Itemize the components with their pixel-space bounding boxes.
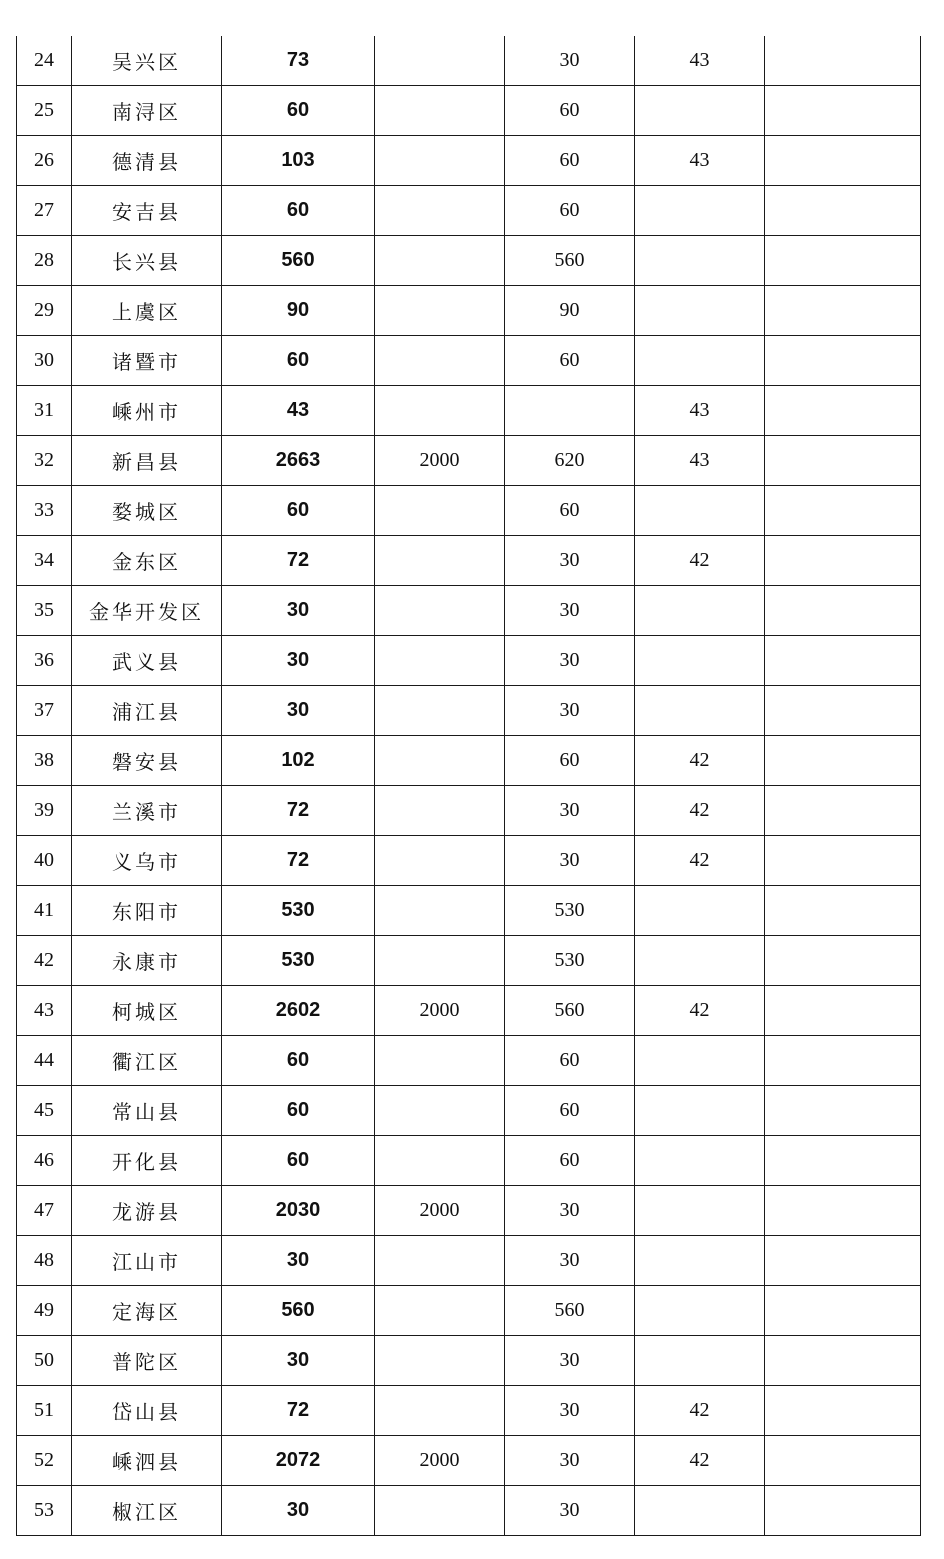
- cell-column-d: [765, 136, 921, 186]
- cell-column-a: [375, 886, 505, 936]
- table-row: [17, 1036, 921, 1086]
- cell-district-name: 诸暨市: [72, 336, 222, 386]
- cell-column-a: [375, 736, 505, 786]
- cell-serial-number: 29: [17, 286, 72, 336]
- cell-total: 90: [222, 286, 375, 336]
- cell-total: 60: [222, 1136, 375, 1186]
- cell-column-a: [375, 586, 505, 636]
- cell-district-name: 德清县: [72, 136, 222, 186]
- cell-serial-number: 30: [17, 336, 72, 386]
- cell-serial-number: 48: [17, 1236, 72, 1286]
- cell-column-b: 620: [505, 436, 635, 486]
- cell-column-c: 42: [635, 1436, 765, 1486]
- cell-district-name: 岱山县: [72, 1386, 222, 1436]
- cell-column-c: 42: [635, 836, 765, 886]
- cell-column-d: [765, 236, 921, 286]
- cell-total: 30: [222, 586, 375, 636]
- cell-column-c: 43: [635, 136, 765, 186]
- cell-district-name: 义乌市: [72, 836, 222, 886]
- cell-total: 2663: [222, 436, 375, 486]
- cell-column-b: [505, 386, 635, 436]
- cell-district-name: 磐安县: [72, 736, 222, 786]
- table-row: [17, 1186, 921, 1236]
- cell-column-d: [765, 36, 921, 86]
- table-row: [17, 286, 921, 336]
- cell-column-a: [375, 836, 505, 886]
- cell-column-c: 42: [635, 536, 765, 586]
- cell-column-a: 2000: [375, 986, 505, 1036]
- cell-column-d: [765, 586, 921, 636]
- cell-serial-number: 44: [17, 1036, 72, 1086]
- cell-column-c: 42: [635, 736, 765, 786]
- cell-column-c: 42: [635, 986, 765, 1036]
- cell-serial-number: 31: [17, 386, 72, 436]
- cell-district-name: 长兴县: [72, 236, 222, 286]
- cell-column-d: [765, 886, 921, 936]
- cell-column-b: 60: [505, 1036, 635, 1086]
- cell-district-name: 江山市: [72, 1236, 222, 1286]
- cell-column-a: [375, 386, 505, 436]
- cell-column-c: [635, 1336, 765, 1386]
- allocation-table-page: [16, 36, 920, 1536]
- cell-serial-number: 24: [17, 36, 72, 86]
- cell-total: 72: [222, 786, 375, 836]
- cell-total: 530: [222, 886, 375, 936]
- cell-total: 530: [222, 936, 375, 986]
- cell-column-a: [375, 236, 505, 286]
- cell-column-d: [765, 1036, 921, 1086]
- cell-column-d: [765, 1286, 921, 1336]
- table-row: [17, 186, 921, 236]
- table-row: [17, 86, 921, 136]
- cell-district-name: 定海区: [72, 1286, 222, 1336]
- cell-column-b: 60: [505, 1136, 635, 1186]
- table-row: [17, 1486, 921, 1536]
- cell-column-b: 60: [505, 736, 635, 786]
- table-row: [17, 1086, 921, 1136]
- table-row: [17, 886, 921, 936]
- cell-column-a: [375, 1386, 505, 1436]
- cell-column-a: [375, 336, 505, 386]
- cell-serial-number: 32: [17, 436, 72, 486]
- cell-column-b: 530: [505, 936, 635, 986]
- cell-column-b: 60: [505, 86, 635, 136]
- table-row: [17, 1336, 921, 1386]
- cell-serial-number: 27: [17, 186, 72, 236]
- cell-column-d: [765, 1336, 921, 1386]
- cell-column-d: [765, 486, 921, 536]
- cell-total: 2602: [222, 986, 375, 1036]
- table-row: [17, 1286, 921, 1336]
- cell-district-name: 开化县: [72, 1136, 222, 1186]
- cell-column-b: 60: [505, 136, 635, 186]
- cell-column-a: [375, 36, 505, 86]
- cell-serial-number: 38: [17, 736, 72, 786]
- cell-serial-number: 42: [17, 936, 72, 986]
- cell-column-b: 30: [505, 36, 635, 86]
- cell-column-c: [635, 586, 765, 636]
- allocation-table: [16, 36, 921, 1536]
- cell-total: 72: [222, 1386, 375, 1436]
- cell-column-a: [375, 136, 505, 186]
- table-row: [17, 1136, 921, 1186]
- table-row: [17, 1436, 921, 1486]
- table-row: [17, 936, 921, 986]
- cell-column-b: 30: [505, 836, 635, 886]
- cell-serial-number: 34: [17, 536, 72, 586]
- cell-column-a: [375, 1236, 505, 1286]
- cell-column-b: 560: [505, 986, 635, 1036]
- cell-column-a: [375, 686, 505, 736]
- cell-column-b: 90: [505, 286, 635, 336]
- table-row: [17, 486, 921, 536]
- cell-total: 60: [222, 186, 375, 236]
- cell-district-name: 常山县: [72, 1086, 222, 1136]
- cell-column-a: [375, 636, 505, 686]
- cell-column-d: [765, 536, 921, 586]
- cell-district-name: 南浔区: [72, 86, 222, 136]
- cell-column-d: [765, 386, 921, 436]
- cell-total: 72: [222, 836, 375, 886]
- cell-column-b: 30: [505, 636, 635, 686]
- cell-column-c: 43: [635, 436, 765, 486]
- cell-serial-number: 41: [17, 886, 72, 936]
- cell-district-name: 金东区: [72, 536, 222, 586]
- cell-total: 43: [222, 386, 375, 436]
- cell-district-name: 浦江县: [72, 686, 222, 736]
- cell-column-a: [375, 936, 505, 986]
- cell-column-d: [765, 336, 921, 386]
- cell-column-b: 560: [505, 236, 635, 286]
- cell-total: 2072: [222, 1436, 375, 1486]
- cell-column-a: [375, 186, 505, 236]
- cell-column-c: [635, 336, 765, 386]
- table-row: [17, 436, 921, 486]
- cell-column-d: [765, 86, 921, 136]
- cell-column-d: [765, 836, 921, 886]
- cell-column-d: [765, 286, 921, 336]
- cell-column-b: 30: [505, 1486, 635, 1536]
- cell-district-name: 普陀区: [72, 1336, 222, 1386]
- cell-column-c: 42: [635, 786, 765, 836]
- cell-serial-number: 50: [17, 1336, 72, 1386]
- cell-column-c: [635, 186, 765, 236]
- cell-column-a: 2000: [375, 1186, 505, 1236]
- table-row: [17, 736, 921, 786]
- cell-total: 30: [222, 1336, 375, 1386]
- table-row: [17, 336, 921, 386]
- cell-total: 60: [222, 336, 375, 386]
- cell-district-name: 嵊泗县: [72, 1436, 222, 1486]
- cell-column-c: [635, 886, 765, 936]
- cell-district-name: 嵊州市: [72, 386, 222, 436]
- cell-column-c: [635, 86, 765, 136]
- cell-column-c: [635, 286, 765, 336]
- cell-district-name: 安吉县: [72, 186, 222, 236]
- cell-column-a: [375, 1036, 505, 1086]
- cell-column-d: [765, 1186, 921, 1236]
- cell-total: 2030: [222, 1186, 375, 1236]
- cell-column-b: 530: [505, 886, 635, 936]
- cell-column-d: [765, 436, 921, 486]
- cell-serial-number: 47: [17, 1186, 72, 1236]
- cell-total: 60: [222, 1086, 375, 1136]
- cell-column-a: [375, 486, 505, 536]
- cell-column-a: [375, 286, 505, 336]
- cell-column-c: [635, 1036, 765, 1086]
- cell-district-name: 兰溪市: [72, 786, 222, 836]
- table-row: [17, 836, 921, 886]
- cell-total: 30: [222, 1236, 375, 1286]
- cell-column-a: [375, 1136, 505, 1186]
- cell-column-a: [375, 536, 505, 586]
- cell-column-b: 30: [505, 536, 635, 586]
- cell-total: 30: [222, 1486, 375, 1536]
- cell-column-a: [375, 1336, 505, 1386]
- cell-total: 30: [222, 636, 375, 686]
- table-row: [17, 686, 921, 736]
- cell-column-a: [375, 1286, 505, 1336]
- cell-total: 60: [222, 486, 375, 536]
- cell-district-name: 武义县: [72, 636, 222, 686]
- cell-column-a: [375, 1486, 505, 1536]
- cell-column-b: 30: [505, 1236, 635, 1286]
- cell-serial-number: 49: [17, 1286, 72, 1336]
- cell-column-c: 43: [635, 386, 765, 436]
- cell-serial-number: 43: [17, 986, 72, 1036]
- cell-column-d: [765, 986, 921, 1036]
- cell-serial-number: 28: [17, 236, 72, 286]
- cell-column-c: [635, 1186, 765, 1236]
- cell-column-b: 560: [505, 1286, 635, 1336]
- cell-column-b: 60: [505, 1086, 635, 1136]
- table-body: [17, 36, 921, 1536]
- table-row: [17, 236, 921, 286]
- cell-serial-number: 25: [17, 86, 72, 136]
- cell-district-name: 婺城区: [72, 486, 222, 536]
- cell-serial-number: 36: [17, 636, 72, 686]
- cell-serial-number: 39: [17, 786, 72, 836]
- cell-column-c: [635, 236, 765, 286]
- cell-column-b: 30: [505, 1436, 635, 1486]
- table-row: [17, 1386, 921, 1436]
- cell-column-b: 30: [505, 686, 635, 736]
- cell-column-c: [635, 1136, 765, 1186]
- table-row: [17, 536, 921, 586]
- cell-column-d: [765, 686, 921, 736]
- cell-column-b: 30: [505, 586, 635, 636]
- cell-column-d: [765, 1386, 921, 1436]
- cell-column-c: [635, 1236, 765, 1286]
- table-row: [17, 136, 921, 186]
- cell-column-c: [635, 1286, 765, 1336]
- cell-column-d: [765, 1236, 921, 1286]
- cell-column-b: 30: [505, 1336, 635, 1386]
- cell-total: 102: [222, 736, 375, 786]
- cell-column-d: [765, 1136, 921, 1186]
- cell-total: 72: [222, 536, 375, 586]
- cell-column-a: [375, 1086, 505, 1136]
- table-row: [17, 986, 921, 1036]
- cell-serial-number: 53: [17, 1486, 72, 1536]
- cell-total: 60: [222, 86, 375, 136]
- cell-total: 560: [222, 236, 375, 286]
- cell-column-b: 30: [505, 786, 635, 836]
- table-row: [17, 786, 921, 836]
- cell-column-c: [635, 486, 765, 536]
- cell-serial-number: 33: [17, 486, 72, 536]
- cell-column-d: [765, 1086, 921, 1136]
- cell-column-d: [765, 636, 921, 686]
- cell-column-d: [765, 186, 921, 236]
- cell-column-c: [635, 686, 765, 736]
- cell-serial-number: 26: [17, 136, 72, 186]
- cell-column-c: 43: [635, 36, 765, 86]
- cell-district-name: 永康市: [72, 936, 222, 986]
- cell-total: 73: [222, 36, 375, 86]
- cell-column-d: [765, 1486, 921, 1536]
- cell-column-c: 42: [635, 1386, 765, 1436]
- cell-column-d: [765, 1436, 921, 1486]
- cell-district-name: 椒江区: [72, 1486, 222, 1536]
- cell-serial-number: 51: [17, 1386, 72, 1436]
- cell-column-d: [765, 936, 921, 986]
- cell-district-name: 柯城区: [72, 986, 222, 1036]
- cell-district-name: 新昌县: [72, 436, 222, 486]
- cell-total: 30: [222, 686, 375, 736]
- cell-serial-number: 46: [17, 1136, 72, 1186]
- cell-serial-number: 45: [17, 1086, 72, 1136]
- cell-column-b: 60: [505, 486, 635, 536]
- cell-column-a: [375, 786, 505, 836]
- cell-column-b: 60: [505, 336, 635, 386]
- cell-total: 560: [222, 1286, 375, 1336]
- cell-column-a: 2000: [375, 436, 505, 486]
- cell-column-d: [765, 736, 921, 786]
- cell-serial-number: 35: [17, 586, 72, 636]
- cell-district-name: 金华开发区: [72, 586, 222, 636]
- table-row: [17, 1236, 921, 1286]
- cell-total: 60: [222, 1036, 375, 1086]
- cell-serial-number: 37: [17, 686, 72, 736]
- cell-total: 103: [222, 136, 375, 186]
- cell-column-d: [765, 786, 921, 836]
- cell-serial-number: 40: [17, 836, 72, 886]
- cell-district-name: 东阳市: [72, 886, 222, 936]
- cell-district-name: 上虞区: [72, 286, 222, 336]
- cell-column-c: [635, 1486, 765, 1536]
- cell-district-name: 衢江区: [72, 1036, 222, 1086]
- cell-serial-number: 52: [17, 1436, 72, 1486]
- cell-column-a: [375, 86, 505, 136]
- table-row: [17, 36, 921, 86]
- cell-column-c: [635, 1086, 765, 1136]
- cell-district-name: 吴兴区: [72, 36, 222, 86]
- table-row: [17, 386, 921, 436]
- table-row: [17, 586, 921, 636]
- cell-column-c: [635, 936, 765, 986]
- cell-column-a: 2000: [375, 1436, 505, 1486]
- cell-column-b: 60: [505, 186, 635, 236]
- cell-column-b: 30: [505, 1186, 635, 1236]
- cell-district-name: 龙游县: [72, 1186, 222, 1236]
- cell-column-c: [635, 636, 765, 686]
- cell-column-b: 30: [505, 1386, 635, 1436]
- table-row: [17, 636, 921, 686]
